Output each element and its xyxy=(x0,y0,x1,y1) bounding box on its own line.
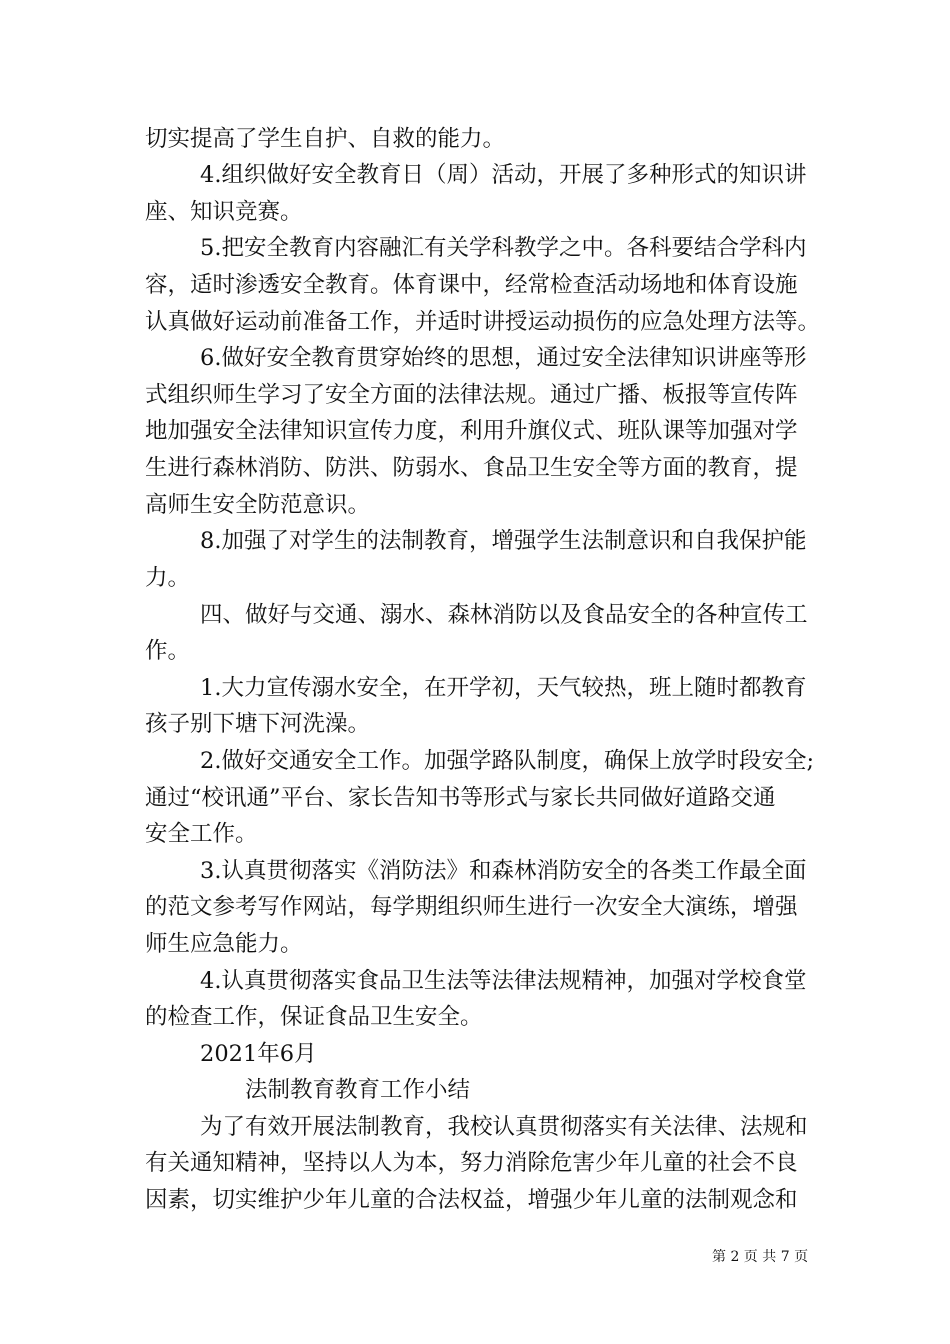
body-line: 6.做好安全教育贯穿始终的思想，通过安全法律知识讲座等形 xyxy=(200,345,807,371)
section-heading: 四、做好与交通、溺水、森林消防以及食品安全的各种宣传工 xyxy=(200,602,808,628)
body-line: 因素，切实维护少年儿童的合法权益，增强少年儿童的法制观念和 xyxy=(145,1187,798,1213)
body-line: 为了有效开展法制教育，我校认真贯彻落实有关法律、法规和 xyxy=(200,1114,808,1140)
body-line: 安全工作。 xyxy=(145,821,258,847)
body-line: 容，适时渗透安全教育。体育课中，经常检查活动场地和体育设施 xyxy=(145,272,798,298)
body-line: 3.认真贯彻落实《消防法》和森林消防安全的各类工作最全面 xyxy=(200,858,807,884)
body-line: 5.把安全教育内容融汇有关学科教学之中。各科要结合学科内 xyxy=(200,235,807,261)
body-line: 有关通知精神，坚持以人为本，努力消除危害少年儿童的社会不良 xyxy=(145,1150,798,1176)
body-line: 认真做好运动前准备工作，并适时讲授运动损伤的应急处理方法等。 xyxy=(145,309,821,335)
body-line: 作。 xyxy=(145,638,191,664)
body-line: 4.组织做好安全教育日（周）活动，开展了多种形式的知识讲 xyxy=(200,162,807,188)
body-line: 切实提高了学生自护、自救的能力。 xyxy=(145,126,506,152)
body-line: 力。 xyxy=(145,565,191,591)
body-line: 孩子别下塘下河洗澡。 xyxy=(145,711,371,737)
section-title: 法制教育教育工作小结 xyxy=(245,1077,471,1103)
body-line: 式组织师生学习了安全方面的法律法规。通过广播、板报等宣传阵 xyxy=(145,382,798,408)
body-line: 2.做好交通安全工作。加强学路队制度，确保上放学时段安全; xyxy=(200,748,815,774)
body-line: 座、知识竞赛。 xyxy=(145,199,303,225)
body-line: 高师生安全防范意识。 xyxy=(145,492,371,518)
body-line: 通过“校讯通”平台、家长告知书等形式与家长共同做好道路交通 xyxy=(145,785,776,811)
body-line: 4.认真贯彻落实食品卫生法等法律法规精神，加强对学校食堂 xyxy=(200,968,807,994)
body-line: 的检查工作，保证食品卫生安全。 xyxy=(145,1004,483,1030)
page-number: 第 2 页 共 7 页 xyxy=(712,1249,809,1265)
body-line: 1.大力宣传溺水安全，在开学初，天气较热，班上随时都教育 xyxy=(200,675,807,701)
date-line: 2021年6月 xyxy=(200,1041,317,1067)
body-line: 地加强安全法律知识宣传力度，利用升旗仪式、班队课等加强对学 xyxy=(145,418,798,444)
body-line: 师生应急能力。 xyxy=(145,931,303,957)
body-line: 生进行森林消防、防洪、防弱水、食品卫生安全等方面的教育，提 xyxy=(145,455,798,481)
body-line: 的范文参考写作网站，每学期组织师生进行一次安全大演练，增强 xyxy=(145,894,798,920)
body-line: 8.加强了对学生的法制教育，增强学生法制意识和自我保护能 xyxy=(200,528,807,554)
